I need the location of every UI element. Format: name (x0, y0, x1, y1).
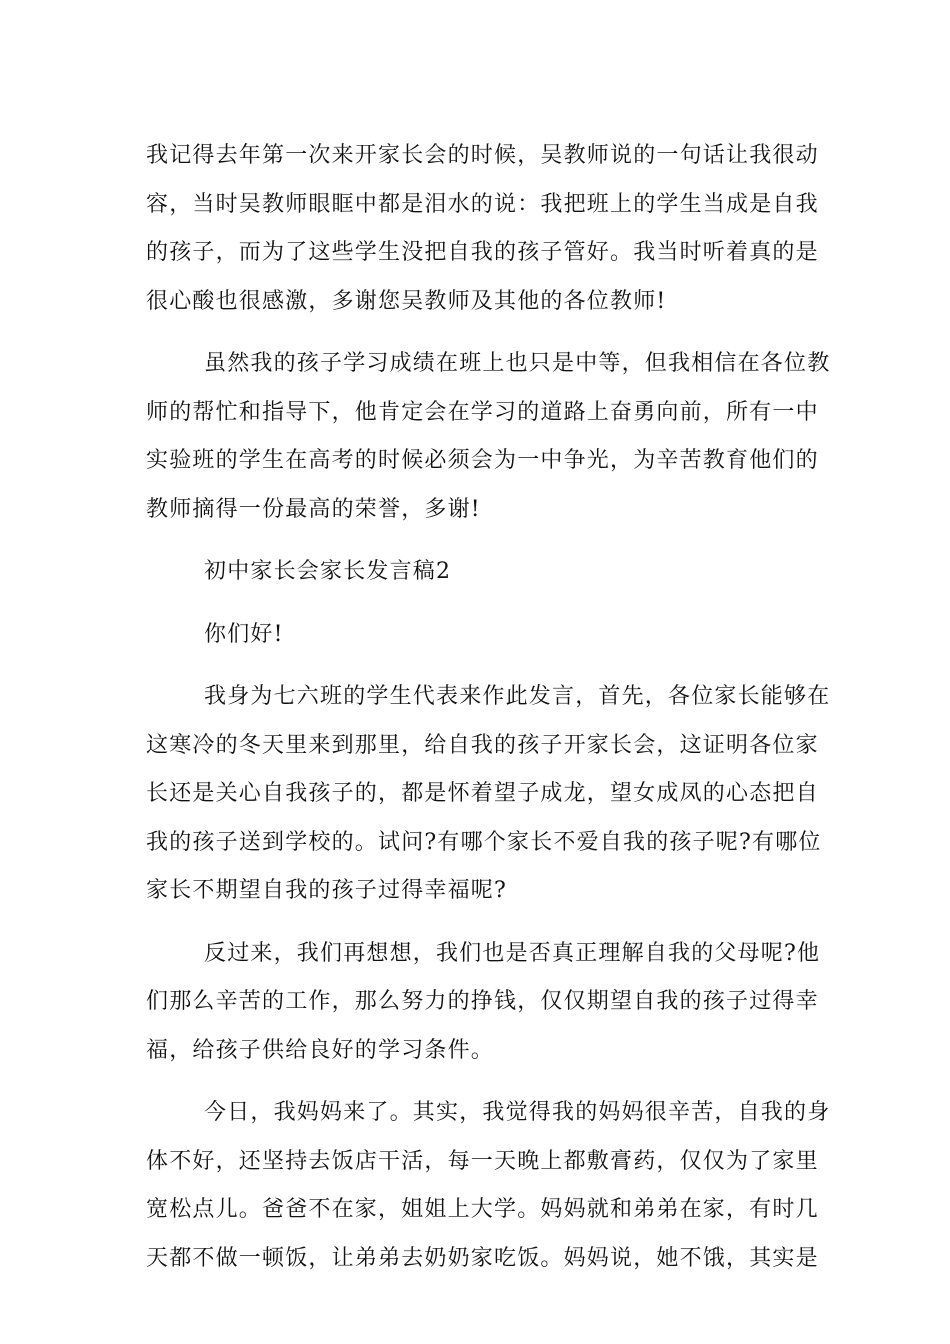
paragraph-line: 天都不做一顿饭，让弟弟去奶奶家吃饭。妈妈说，她不饿，其实是 (146, 1245, 819, 1271)
paragraph-line: 家长不期望自我的孩子过得幸福呢? (146, 878, 507, 903)
section-title-text: 初中家长会家长发言稿2 (204, 559, 452, 584)
paragraph-line: 很心酸也很感激，多谢您吴教师及其他的各位教师! (146, 288, 667, 314)
paragraph-line: 宽松点儿。爸爸不在家，姐姐上大学。妈妈就和弟弟在家，有时几 (146, 1197, 819, 1222)
paragraph-line: 虽然我的孩子学习成绩在班上也只是中等，但我相信在各位教 (204, 351, 831, 376)
paragraph-line: 体不好，还坚持去饭店干活，每一天晚上都敷膏药，仅仅为了家里 (146, 1148, 819, 1174)
paragraph-line: 这寒冷的冬天里来到那里，给自我的孩子开家长会，这证明各位家 (146, 732, 819, 758)
paragraph-5 (146, 1089, 831, 1283)
paragraph-line: 反过来，我们再想想，我们也是否真正理解自我的父母呢?他 (204, 940, 821, 966)
greeting (146, 611, 810, 660)
paragraph-2 (146, 340, 831, 534)
paragraph-line: 容，当时吴教师眼眶中都是泪水的说：我把班上的学生当成是自我 (146, 191, 819, 217)
paragraph-line: 我身为七六班的学生代表来作此发言，首先，各位家长能够在 (204, 684, 831, 709)
paragraph-line: 的孩子，而为了这些学生没把自我的孩子管好。我当时听着真的是 (146, 240, 819, 265)
paragraph-line: 们那么辛苦的工作，那么努力的挣钱，仅仅期望自我的孩子过得幸 (146, 989, 819, 1014)
paragraph-line: 长还是关心自我孩子的，都是怀着望子成龙，望女成凤的心态把自 (146, 781, 819, 806)
paragraph-line: 我记得去年第一次来开家长会的时候，吴教师说的一句话让我很动 (146, 143, 819, 168)
paragraph-line: 教师摘得一份最高的荣誉，多谢! (146, 496, 481, 522)
document-body (146, 132, 831, 1283)
greeting-text: 你们好! (204, 621, 284, 647)
paragraph-line: 今日，我妈妈来了。其实，我觉得我的妈妈很辛苦，自我的身 (204, 1100, 831, 1125)
paragraph-4 (146, 930, 821, 1076)
paragraph-3 (146, 673, 831, 916)
paragraph-line: 福，给孩子供给良好的学习条件。 (146, 1037, 495, 1063)
paragraph-line: 实验班的学生在高考的时候必须会为一中争光，为辛苦教育他们的 (146, 448, 819, 473)
paragraph-line: 师的帮忙和指导下，他肯定会在学习的道路上奋勇向前，所有一中 (146, 399, 819, 425)
paragraph-line: 我的孩子送到学校的。试问?有哪个家长不爱自我的孩子呢?有哪位 (146, 829, 822, 855)
paragraph-1 (146, 132, 819, 326)
section-title (146, 548, 810, 597)
